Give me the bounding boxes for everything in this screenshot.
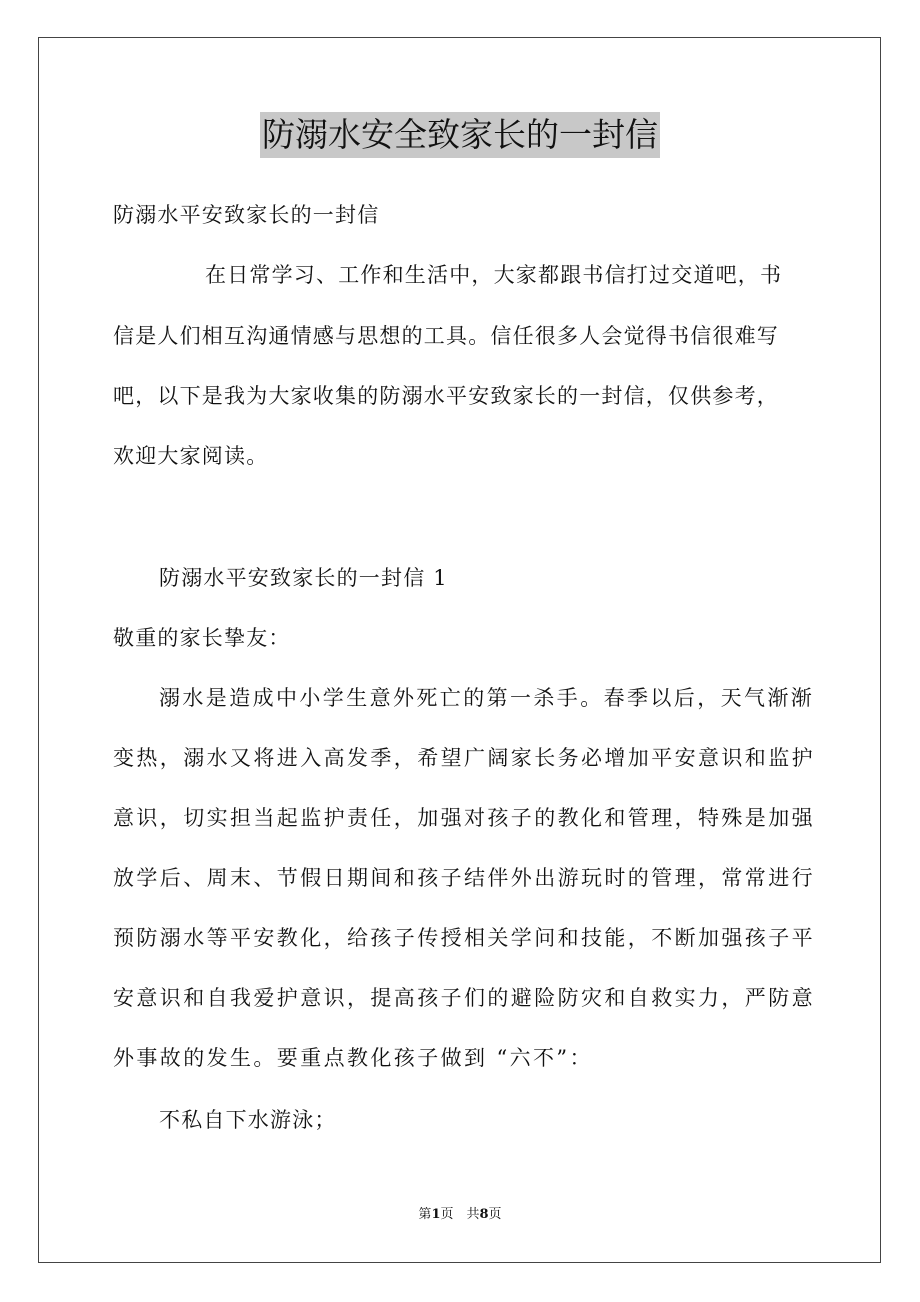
salutation: 敬重的家长挚友： bbox=[113, 626, 291, 650]
document-title: 防溺水安全致家长的一封信 bbox=[260, 112, 660, 158]
body-line-3: 意识，切实担当起监护责任，加强对孩子的教化和管理，特殊是加强 bbox=[113, 806, 815, 830]
intro-line-3: 吧，以下是我为大家收集的防溺水平安致家长的一封信，仅供参考， bbox=[113, 384, 779, 408]
footer-page-total: 8 bbox=[479, 1207, 489, 1222]
body-line-4: 放学后、周末、节假日期间和孩子结伴外出游玩时的管理，常常进行 bbox=[113, 866, 815, 890]
section-heading: 防溺水平安致家长的一封信 1 bbox=[159, 566, 448, 590]
body-line-1: 溺水是造成中小学生意外死亡的第一杀手。春季以后，天气渐渐 bbox=[159, 686, 815, 710]
body-line-6: 安意识和自我爱护意识，提高孩子们的避险防灾和自救实力，严防意 bbox=[113, 986, 815, 1010]
rule-item-1: 不私自下水游泳； bbox=[159, 1108, 337, 1132]
footer-prefix: 第 bbox=[418, 1207, 432, 1222]
footer-suffix: 页 bbox=[488, 1207, 502, 1222]
footer-mid: 页 共 bbox=[440, 1207, 480, 1222]
document-subtitle: 防溺水平安致家长的一封信 bbox=[113, 203, 380, 227]
body-line-2: 变热，溺水又将进入高发季，希望广阔家长务必增加平安意识和监护 bbox=[113, 746, 815, 770]
footer-page-number: 1 bbox=[431, 1207, 441, 1222]
body-line-5: 预防溺水等平安教化，给孩子传授相关学问和技能，不断加强孩子平 bbox=[113, 926, 815, 950]
page-footer bbox=[0, 1206, 920, 1224]
body-line-7: 外事故的发生。要重点教化孩子做到 “六不”： bbox=[113, 1046, 593, 1070]
title-container bbox=[0, 112, 920, 158]
intro-line-1: 在日常学习、工作和生活中，大家都跟书信打过交道吧，书 bbox=[205, 263, 783, 287]
intro-line-4: 欢迎大家阅读。 bbox=[113, 444, 269, 468]
intro-line-2: 信是人们相互沟通情感与思想的工具。信任很多人会觉得书信很难写 bbox=[113, 324, 779, 348]
